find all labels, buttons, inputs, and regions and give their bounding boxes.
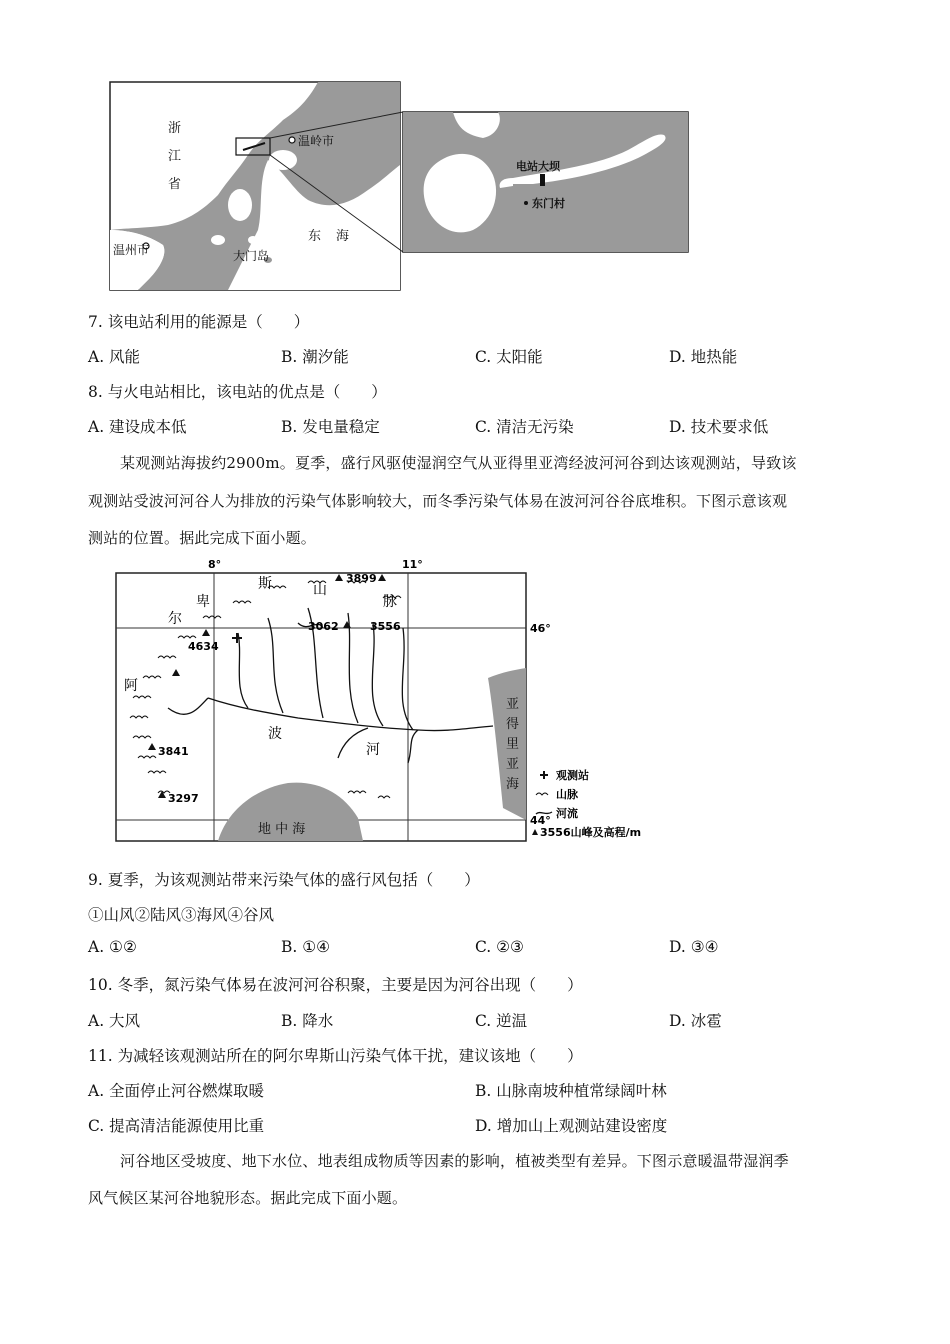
label-province-1: 浙 xyxy=(168,121,182,136)
lat-top: 46° xyxy=(530,622,551,635)
sea-char-5: 海 xyxy=(506,777,520,792)
label-donghai-2: 海 xyxy=(336,229,350,244)
legend-station: 观测站 xyxy=(556,769,589,782)
q8-option-b[interactable]: B. 发电量稳定 xyxy=(281,418,380,436)
lon-left: 8° xyxy=(208,558,222,571)
q8-option-c[interactable]: C. 清洁无污染 xyxy=(475,418,574,436)
peak-4634: 4634 xyxy=(188,640,219,653)
peak-3297: 3297 xyxy=(168,792,199,805)
lon-right: 11° xyxy=(402,558,423,571)
label-damen-island: 大门岛 xyxy=(233,249,270,263)
q11-option-c[interactable]: C. 提高清洁能源使用比重 xyxy=(88,1117,265,1135)
q10-stem: 10. 冬季，氮污染气体易在波河河谷积聚，主要是因为河谷出现（ ） xyxy=(88,976,583,994)
q7-stem: 7. 该电站利用的能源是（ ） xyxy=(88,313,310,331)
label-wenling: 温岭市 xyxy=(298,134,335,148)
label-province-3: 省 xyxy=(168,177,182,192)
q11-option-a[interactable]: A. 全面停止河谷燃煤取暖 xyxy=(88,1082,265,1100)
q7-option-b[interactable]: B. 潮汐能 xyxy=(281,348,349,366)
label-wenzhou: 温州市 xyxy=(113,243,150,257)
q9-stem: 9. 夏季，为该观测站带来污染气体的盛行风包括（ ） xyxy=(88,871,480,889)
q10-option-c[interactable]: C. 逆温 xyxy=(475,1012,528,1030)
q9-sub: ①山风②陆风③海风④谷风 xyxy=(88,906,275,924)
med-sea-label: 地 中 海 xyxy=(258,822,306,837)
legend-peak: 3556山峰及高程/m xyxy=(540,826,642,839)
q8-stem: 8. 与火电站相比，该电站的优点是（ ） xyxy=(88,383,387,401)
mtn-char-bei: 卑 xyxy=(196,594,210,610)
q9-option-a[interactable]: A. ①② xyxy=(88,938,137,956)
passage2-line-3: 测站的位置。据此完成下面小题。 xyxy=(88,529,317,547)
legend-river: 河流 xyxy=(556,807,578,820)
peak-3062: 3062 xyxy=(308,620,339,633)
peak-3899: 3899 xyxy=(346,572,377,585)
q11-stem: 11. 为减轻该观测站所在的阿尔卑斯山污染气体干扰，建议该地（ ） xyxy=(88,1047,583,1065)
q9-option-c[interactable]: C. ②③ xyxy=(475,938,524,956)
peak-3556: 3556 xyxy=(370,620,401,633)
mtn-char-si: 斯 xyxy=(258,576,272,592)
label-inset-village: 东门村 xyxy=(532,197,565,210)
q7-option-a[interactable]: A. 风能 xyxy=(88,348,141,366)
peak-3841: 3841 xyxy=(158,745,189,758)
river-char-he: 河 xyxy=(366,742,380,758)
legend-mountain: 山脉 xyxy=(556,788,578,801)
q7-option-d[interactable]: D. 地热能 xyxy=(669,348,738,366)
passage2-line-1: 某观测站海拔约2900m。夏季，盛行风驱使湿润空气从亚得里亚湾经波河河谷到达该观测站，导致该 xyxy=(120,454,797,472)
map-wenling-tidal-station xyxy=(108,80,690,292)
q10-option-d[interactable]: D. 冰雹 xyxy=(669,1012,722,1030)
q11-option-d[interactable]: D. 增加山上观测站建设密度 xyxy=(475,1117,668,1135)
mtn-char-a: 阿 xyxy=(124,678,138,694)
river-char-po: 波 xyxy=(268,726,282,742)
mtn-char-er: 尔 xyxy=(168,611,182,627)
q7-option-c[interactable]: C. 太阳能 xyxy=(475,348,543,366)
passage2-line-2: 观测站受波河河谷人为排放的污染气体影响较大，而冬季污染气体易在波河河谷谷底堆积。下图示意该观 xyxy=(88,492,788,510)
q9-option-d[interactable]: D. ③④ xyxy=(669,938,719,956)
map-legend xyxy=(532,768,641,839)
q10-option-b[interactable]: B. 降水 xyxy=(281,1012,334,1030)
passage3-line-1: 河谷地区受坡度、地下水位、地表组成物质等因素的影响，植被类型有差异。下图示意暖温带湿润季 xyxy=(120,1152,789,1170)
q8-option-a[interactable]: A. 建设成本低 xyxy=(88,418,187,436)
sea-char-2: 得 xyxy=(506,717,520,732)
q9-option-b[interactable]: B. ①④ xyxy=(281,938,331,956)
sea-char-1: 亚 xyxy=(506,697,520,712)
label-province-2: 江 xyxy=(168,149,182,164)
sea-char-3: 里 xyxy=(506,737,520,752)
q10-option-a[interactable]: A. 大风 xyxy=(88,1012,141,1030)
lat-bottom: 44° xyxy=(530,814,551,827)
sea-char-4: 亚 xyxy=(506,757,520,772)
q11-option-b[interactable]: B. 山脉南坡种植常绿阔叶林 xyxy=(475,1082,667,1100)
mtn-char-shan: 山 xyxy=(313,582,327,598)
label-donghai-1: 东 xyxy=(308,229,322,244)
label-inset-dam: 电站大坝 xyxy=(516,160,560,173)
passage3-line-2: 风气候区某河谷地貌形态。据此完成下面小题。 xyxy=(88,1189,408,1207)
q8-option-d[interactable]: D. 技术要求低 xyxy=(669,418,769,436)
mtn-char-mai: 脉 xyxy=(383,594,397,610)
map-po-river-valley xyxy=(108,558,688,843)
